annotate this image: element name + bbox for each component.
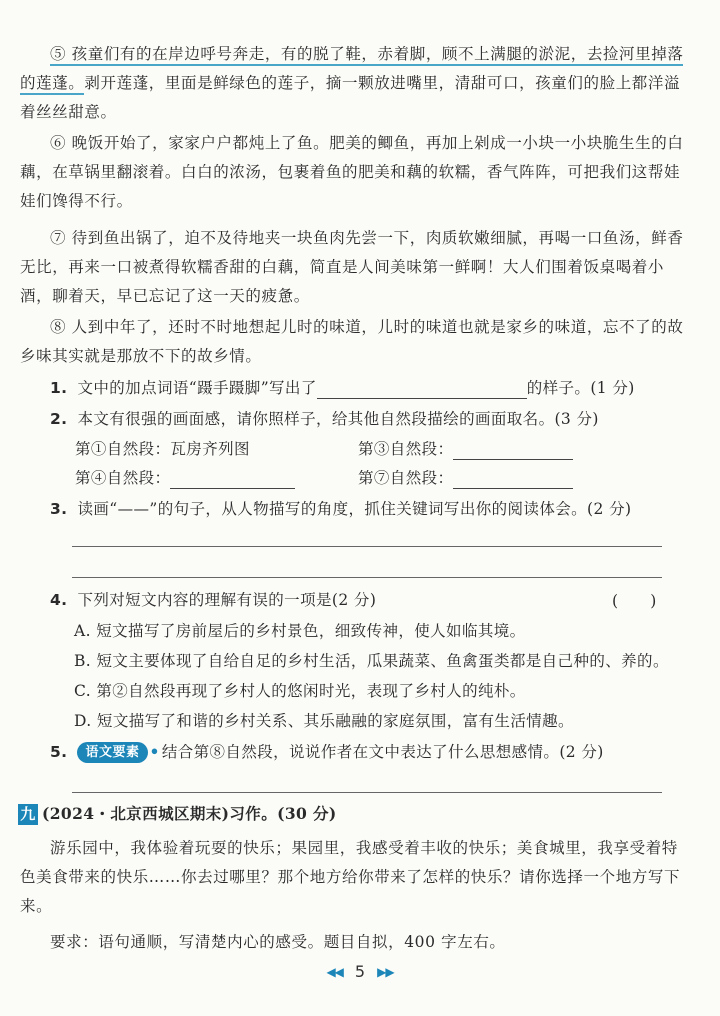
option-c: C. 第②自然段再现了乡村人的悠闲时光，表现了乡村人的纯朴。 [74,682,526,700]
page-footer [0,962,720,981]
question-5 [50,741,690,763]
question-5-text: 结合第⑧自然段，说说作者在文中表达了什么思想感情。(2 分) [161,743,604,761]
question-1 [50,377,690,399]
section-number-badge: 九 [18,804,38,825]
answer-line[interactable] [72,546,662,547]
answer-line[interactable] [72,577,662,578]
page-number: 5 [354,962,366,981]
paragraph-7-prompt [358,467,573,489]
paragraph-5 [20,40,690,127]
question-number: 2. [50,410,68,428]
question-number: 3. [50,500,68,518]
question-number: 5. [50,743,68,761]
option-d: D. 短文描写了和谐的乡村关系、其乐融融的家庭氛围，富有生活情趣。 [74,712,574,730]
next-arrows-icon: ▶▶ [377,965,394,979]
answer-parentheses[interactable]: ( ) [612,592,657,610]
paragraph-1-title: 第①自然段：瓦房齐列图 [75,440,250,458]
section-9-heading [18,803,698,825]
option-a: A. 短文描写了房前屋后的乡村景色，细致传神，使人如临其境。 [74,622,526,640]
question-3 [50,498,690,520]
section-9-title: (2024・北京西城区期末)习作。(30 分) [42,804,337,823]
chinese-element-tag: 语文要素 [77,742,147,763]
paragraph-6: ⑥ 晚饭开始了，家家户户都炖上了鱼。肥美的鲫鱼，再加上剁成一小块一小块脆生生的白藕，在草锅里翻滚着。白白的浓汤，包裹着鱼的肥美和藕的软糯，香气阵阵，可把我们这帮娃娃们馋得不行。 [20,134,684,210]
question-4-text: 下列对短文内容的理解有误的一项是(2 分) [77,591,377,609]
question-2-text: 本文有很强的画面感，请你照样子，给其他自然段描绘的画面取名。(3 分) [77,410,599,428]
question-1-text-after: 的样子。(1 分) [526,379,635,397]
tag-dot: • [149,742,160,761]
answer-blank[interactable] [170,470,295,489]
paragraph-3-label: 第③自然段： [358,440,454,458]
paragraph-7-label: 第⑦自然段： [358,469,454,487]
option-b: B. 短文主要体现了自给自足的乡村生活，瓜果蔬菜、鱼禽蛋类都是自己种的、养的。 [74,652,669,670]
paragraph-4-prompt [75,467,295,489]
question-number: 1. [50,379,68,397]
question-2 [50,408,690,430]
paragraph-7: ⑦ 待到鱼出锅了，迫不及待地夹一块鱼肉先尝一下，肉质软嫩细腻，再喝一口鱼汤，鲜香无比，再来一口被煮得软糯香甜的白藕，简直是人间美味第一鲜啊！大人们围着饭桌喝着小酒，聊着天，早已忘记了这一天的疲惫。 [20,229,684,305]
question-number: 4. [50,591,68,609]
answer-line[interactable] [72,792,662,793]
paragraph-4-label: 第④自然段： [75,469,171,487]
previous-arrows-icon: ◀◀ [326,965,343,979]
paragraph-8: ⑧ 人到中年了，还时不时地想起儿时的味道，儿时的味道也就是家乡的味道，忘不了的故乡味其实就是那放不下的故乡情。 [20,318,684,365]
paragraph-5-rest: 剥开莲蓬，里面是鲜绿色的莲子，摘一颗放进嘴里，清甜可口，孩童们的脸上都洋溢着丝丝甜意。 [20,74,681,121]
question-4 [50,589,690,611]
question-3-text: 读画“——”的句子，从人物描写的角度，抓住关键词写出你的阅读体会。(2 分) [77,500,632,518]
underlined-sentence: ⑤ 孩童们有的在岸边呼号奔走，有的脱了鞋，赤着脚，顾不上满腿的淤泥，去捡河里掉落的莲蓬。 [20,45,683,95]
answer-blank[interactable] [453,441,573,460]
answer-blank[interactable] [453,470,573,489]
answer-blank[interactable] [317,380,527,399]
writing-prompt: 游乐园中，我体验着玩耍的快乐；果园里，我感受着丰收的快乐；美食城里，我享受着特色美食带来的快乐……你去过哪里？那个地方给你带来了怎样的快乐？请你选择一个地方写下来。 [20,839,681,915]
writing-requirements: 要求：语句通顺，写清楚内心的感受。题目自拟，400 字左右。 [50,933,506,951]
question-1-text-before: 文中的加点词语“蹑手蹑脚”写出了 [77,379,317,397]
paragraph-3-prompt [358,438,573,460]
